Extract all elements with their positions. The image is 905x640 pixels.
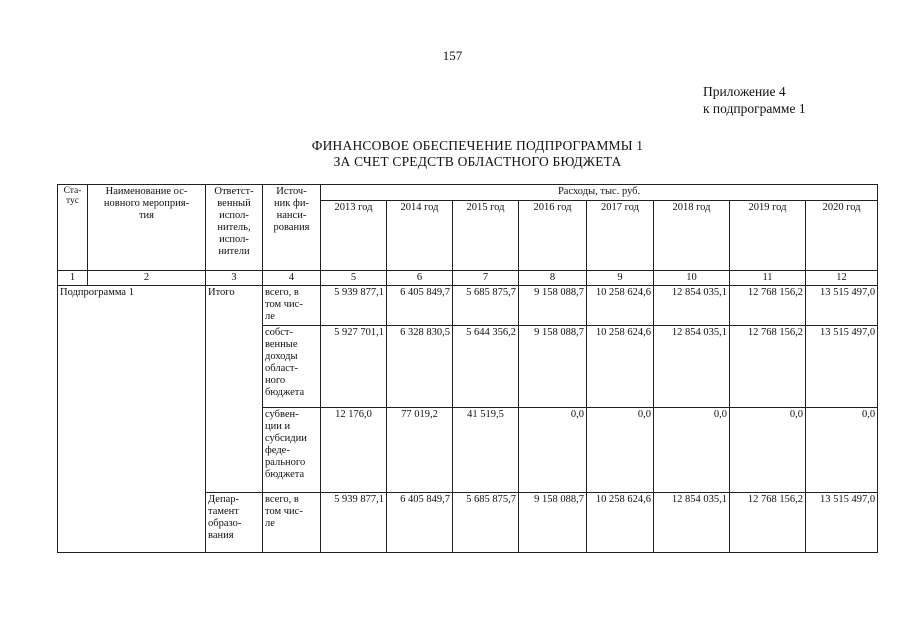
column-number: 1 (58, 271, 88, 286)
column-number: 4 (263, 271, 321, 286)
title-line-2: ЗА СЧЕТ СРЕДСТВ ОБЛАСТНОГО БЮДЖЕТА (333, 154, 622, 169)
title-line-1: ФИНАНСОВОЕ ОБЕСПЕЧЕНИЕ ПОДПРОГРАММЫ 1 (311, 138, 644, 153)
table-body (58, 286, 878, 553)
header-year: 2018 год (654, 201, 730, 271)
value-cell: 9 158 088,7 (519, 326, 587, 408)
column-number: 10 (654, 271, 730, 286)
header-year: 2020 год (806, 201, 878, 271)
value-cell: 77 019,2 (387, 408, 453, 493)
column-number: 6 (387, 271, 453, 286)
value-cell: 5 685 875,7 (453, 286, 519, 326)
value-cell: 5 685 875,7 (453, 493, 519, 553)
executor-cell: Итого (206, 286, 263, 493)
page-number: 157 (442, 48, 463, 63)
value-cell: 13 515 497,0 (806, 493, 878, 553)
appendix-line-1: Приложение 4 (703, 84, 786, 99)
source-cell: субвен- ции и субсидии феде- рального бюджета (263, 408, 321, 493)
header-year: 2019 год (730, 201, 806, 271)
header-year: 2017 год (587, 201, 654, 271)
value-cell: 12 768 156,2 (730, 286, 806, 326)
header-year: 2014 год (387, 201, 453, 271)
status-cell: Подпрограмма 1 (58, 286, 206, 553)
table-row (58, 286, 878, 326)
value-cell: 12 854 035,1 (654, 286, 730, 326)
value-cell: 13 515 497,0 (806, 286, 878, 326)
value-cell: 13 515 497,0 (806, 326, 878, 408)
appendix-note (703, 83, 806, 117)
value-cell: 10 258 624,6 (587, 493, 654, 553)
header-year: 2013 год (321, 201, 387, 271)
value-cell: 9 158 088,7 (519, 286, 587, 326)
source-cell: всего, в том чис- ле (263, 286, 321, 326)
column-number: 3 (206, 271, 263, 286)
appendix-line-2: к подпрограмме 1 (703, 101, 806, 116)
value-cell: 5 927 701,1 (321, 326, 387, 408)
source-cell: всего, в том чис- ле (263, 493, 321, 553)
value-cell: 0,0 (730, 408, 806, 493)
source-cell: собст- венные доходы област- ного бюджета (263, 326, 321, 408)
header-executor: Ответст- венный испол- нитель, испол- нители (206, 185, 263, 271)
column-number: 12 (806, 271, 878, 286)
value-cell: 12 768 156,2 (730, 493, 806, 553)
value-cell: 12 176,0 (321, 408, 387, 493)
value-cell: 12 768 156,2 (730, 326, 806, 408)
header-year: 2015 год (453, 201, 519, 271)
column-number: 7 (453, 271, 519, 286)
value-cell: 5 939 877,1 (321, 286, 387, 326)
header-source: Источ- ник фи- нанси- рования (263, 185, 321, 271)
value-cell: 10 258 624,6 (587, 326, 654, 408)
value-cell: 6 405 849,7 (387, 493, 453, 553)
header-expenses: Расходы, тыс. руб. (321, 185, 878, 201)
value-cell: 0,0 (654, 408, 730, 493)
value-cell: 10 258 624,6 (587, 286, 654, 326)
column-number: 2 (88, 271, 206, 286)
value-cell: 6 405 849,7 (387, 286, 453, 326)
document-title (0, 138, 905, 170)
column-number: 9 (587, 271, 654, 286)
value-cell: 6 328 830,5 (387, 326, 453, 408)
column-numbers-row (58, 271, 878, 286)
header-status: Ста- тус (58, 185, 88, 271)
budget-table (57, 184, 878, 553)
executor-cell: Депар- тамент образо- вания (206, 493, 263, 553)
value-cell: 12 854 035,1 (654, 326, 730, 408)
header-year: 2016 год (519, 201, 587, 271)
value-cell: 41 519,5 (453, 408, 519, 493)
header-row (58, 185, 878, 201)
column-number: 5 (321, 271, 387, 286)
column-number: 8 (519, 271, 587, 286)
value-cell: 9 158 088,7 (519, 493, 587, 553)
value-cell: 0,0 (519, 408, 587, 493)
value-cell: 0,0 (587, 408, 654, 493)
column-number: 11 (730, 271, 806, 286)
header-name: Наименование ос- новного мероприя- тия (88, 185, 206, 271)
value-cell: 0,0 (806, 408, 878, 493)
value-cell: 5 939 877,1 (321, 493, 387, 553)
value-cell: 5 644 356,2 (453, 326, 519, 408)
value-cell: 12 854 035,1 (654, 493, 730, 553)
